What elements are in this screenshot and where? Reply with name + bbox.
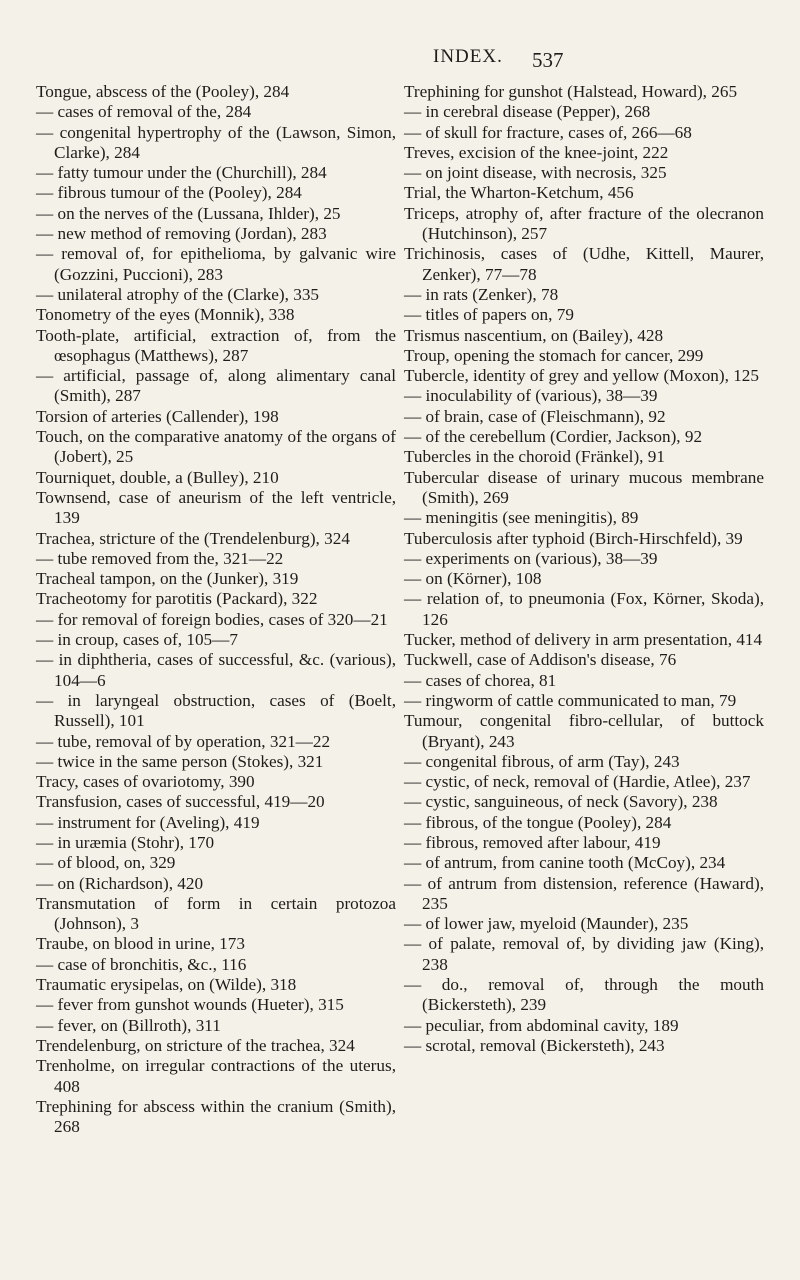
index-entry: Transmutation of form in certain protozoa (Johnson), 3 — [36, 893, 396, 934]
index-entry: — on (Richardson), 420 — [36, 873, 204, 893]
index-entry: Transfusion, cases of successful, 419—20 — [36, 792, 325, 812]
index-entry: Tubercles in the choroid (Fränkel), 91 — [404, 447, 665, 467]
index-entry: — fibrous tumour of the (Pooley), 284 — [36, 183, 302, 203]
index-entry: Troup, opening the stomach for cancer, 299 — [404, 345, 704, 365]
index-entry: — of palate, removal of, by dividing jaw (King), 238 — [404, 934, 764, 974]
index-entry: — experiments on (various), 38—39 — [404, 548, 658, 568]
index-entry: Trephining for gunshot (Halstead, Howard), 265 — [404, 82, 738, 101]
index-entry: — tube removed from the, 321—22 — [36, 548, 284, 568]
index-entry: — on the nerves of the (Lussana, Ihlder), 25 — [36, 203, 341, 223]
index-entry: Trenholme, on irregular contractions of the uterus, 408 — [36, 1056, 396, 1096]
index-entry: Traube, on blood in urine, 173 — [36, 934, 245, 954]
index-entry: — ringworm of cattle communicated to man, 79 — [404, 690, 737, 710]
index-entry: Tooth-plate, artificial, extraction of, from the œsophagus (Matthews), 287 — [36, 325, 396, 365]
index-entry: — new method of removing (Jordan), 283 — [36, 224, 327, 244]
index-entry: Traumatic erysipelas, on (Wilde), 318 — [36, 975, 297, 995]
index-entry: — twice in the same person (Stokes), 321 — [36, 751, 324, 771]
index-entry: — fatty tumour under the (Churchill), 284 — [36, 163, 327, 183]
index-entry: — cystic, sanguineous, of neck (Savory), 238 — [404, 792, 718, 812]
index-entry: — fibrous, of the tongue (Pooley), 284 — [404, 812, 672, 832]
index-entry: — on (Körner), 108 — [404, 569, 542, 589]
index-entry: — tube, removal of by operation, 321—22 — [36, 731, 331, 751]
index-entry: — case of bronchitis, &c., 116 — [36, 954, 247, 974]
index-entry: Trial, the Wharton-Ketchum, 456 — [404, 183, 634, 203]
index-entry: Trismus nascentium, on (Bailey), 428 — [404, 325, 664, 345]
index-entry: Tourniquet, double, a (Bulley), 210 — [36, 467, 279, 487]
index-column-left — [36, 82, 396, 1137]
index-entry: — in uræmia (Stohr), 170 — [36, 832, 215, 852]
index-entry: Tuberculosis after typhoid (Birch-Hirschfeld), 39 — [404, 528, 743, 548]
index-column-right — [404, 82, 764, 1056]
index-entry: Trichinosis, cases of (Udhe, Kittell, Maurer, Zenker), 77—78 — [404, 244, 764, 284]
index-entry: Touch, on the comparative anatomy of the organs of (Jobert), 25 — [36, 427, 396, 467]
index-entry: — artificial, passage of, along alimentary canal (Smith), 287 — [36, 366, 396, 406]
index-entry: — of skull for fracture, cases of, 266—68 — [404, 122, 692, 142]
index-entry: — congenital fibrous, of arm (Tay), 243 — [404, 751, 680, 771]
index-entry: — meningitis (see meningitis), 89 — [404, 508, 639, 528]
index-entry: — unilateral atrophy of the (Clarke), 335 — [36, 284, 320, 304]
index-entry: Tracheal tampon, on the (Junker), 319 — [36, 569, 299, 589]
index-entry: Trachea, stricture of the (Trendelenburg), 324 — [36, 528, 350, 548]
index-entry: — do., removal of, through the mouth (Bickersteth), 239 — [404, 975, 764, 1015]
index-entry: — of the cerebellum (Cordier, Jackson), 92 — [404, 427, 703, 447]
index-entry: — cystic, of neck, removal of (Hardie, Atlee), 237 — [404, 772, 751, 792]
index-entry: — in diphtheria, cases of successful, &c. (various), 104—6 — [36, 650, 396, 690]
index-entry: — for removal of foreign bodies, cases of 320—21 — [36, 609, 388, 629]
index-entry: Tucker, method of delivery in arm presentation, 414 — [404, 630, 763, 650]
index-entry: — titles of papers on, 79 — [404, 305, 574, 325]
index-entry: Tonometry of the eyes (Monnik), 338 — [36, 305, 295, 325]
index-entry: Tubercle, identity of grey and yellow (Moxon), 125 — [404, 366, 759, 386]
index-entry: — of lower jaw, myeloid (Maunder), 235 — [404, 914, 689, 934]
index-entry: Tracheotomy for parotitis (Packard), 322 — [36, 589, 318, 609]
index-entry: Treves, excision of the knee-joint, 222 — [404, 142, 669, 162]
index-entry: — fever, on (Billroth), 311 — [36, 1015, 221, 1035]
index-entry: Trephining for abscess within the cranium (Smith), 268 — [36, 1096, 396, 1137]
header-title: INDEX. — [433, 46, 503, 67]
index-entry: — instrument for (Aveling), 419 — [36, 812, 260, 832]
index-entry: — fibrous, removed after labour, 419 — [404, 832, 661, 852]
index-entry: — scrotal, removal (Bickersteth), 243 — [404, 1035, 665, 1055]
index-entry: — cases of chorea, 81 — [404, 670, 557, 690]
page-header — [0, 44, 800, 74]
index-entry: — cases of removal of the, 284 — [36, 102, 252, 122]
index-entry: — congenital hypertrophy of the (Lawson, Simon, Clarke), 284 — [36, 122, 396, 162]
index-entry: — in laryngeal obstruction, cases of (Boelt, Russell), 101 — [36, 690, 396, 731]
index-entry: Trendelenburg, on stricture of the trachea, 324 — [36, 1035, 355, 1055]
index-entry: — in rats (Zenker), 78 — [404, 284, 559, 304]
index-entry: — of antrum from distension, reference (Haward), 235 — [404, 873, 764, 913]
index-entry: — peculiar, from abdominal cavity, 189 — [404, 1015, 679, 1035]
index-entry: — in croup, cases of, 105—7 — [36, 630, 238, 650]
index-entry: Torsion of arteries (Callender), 198 — [36, 406, 279, 426]
index-entry: — inoculability of (various), 38—39 — [404, 386, 658, 406]
index-entry: — of brain, case of (Fleischmann), 92 — [404, 406, 666, 426]
index-entry: Tuckwell, case of Addison's disease, 76 — [404, 650, 677, 670]
index-entry: — fever from gunshot wounds (Hueter), 315 — [36, 995, 344, 1015]
index-entry: Townsend, case of aneurism of the left ventricle, 139 — [36, 487, 396, 528]
index-entry: Tracy, cases of ovariotomy, 390 — [36, 772, 255, 792]
index-entry: — removal of, for epithelioma, by galvanic wire (Gozzini, Puccioni), 283 — [36, 244, 396, 284]
index-entry: — on joint disease, with necrosis, 325 — [404, 163, 667, 183]
index-entry: — of antrum, from canine tooth (McCoy), 234 — [404, 853, 726, 873]
index-entry: — relation of, to pneumonia (Fox, Körner, Skoda), 126 — [404, 589, 764, 629]
index-entry: Tongue, abscess of the (Pooley), 284 — [36, 82, 290, 101]
page-number: 537 — [532, 48, 564, 72]
index-entry: — in cerebral disease (Pepper), 268 — [404, 102, 651, 122]
index-entry: Tumour, congenital fibro-cellular, of buttock (Bryant), 243 — [404, 711, 764, 751]
index-entry: Tubercular disease of urinary mucous membrane (Smith), 269 — [404, 467, 764, 507]
index-entry: — of blood, on, 329 — [36, 853, 176, 873]
index-entry: Triceps, atrophy of, after fracture of the olecranon (Hutchinson), 257 — [404, 203, 764, 244]
